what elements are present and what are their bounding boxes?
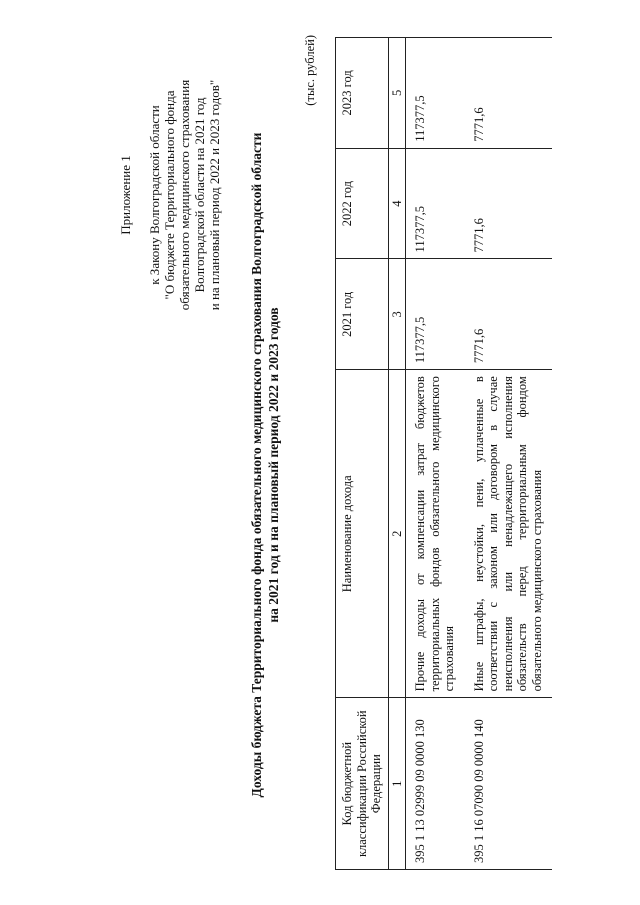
amount-2022-cell: 117377,5 — [406, 148, 465, 259]
income-name-cell: Прочие доходы от компенсации затрат бюджетов территориальных фондов обязательного медицинского страхования — [406, 370, 465, 698]
title-line: на 2021 год и на плановый период 2022 и 2023 годов — [266, 307, 281, 623]
column-number: 1 — [388, 698, 406, 870]
table-row — [406, 38, 465, 870]
column-number: 4 — [388, 148, 406, 259]
appendix-block — [118, 5, 222, 385]
appendix-line: к Закону Волгоградской области — [147, 105, 162, 285]
header-year-2021: 2021 год — [336, 259, 389, 370]
amount-2023-cell: 117377,5 — [406, 38, 465, 149]
title-line: Доходы бюджета Территориального фонда обязательного медицинского страхования Волгоградской области — [249, 132, 264, 798]
column-number: 3 — [388, 259, 406, 370]
appendix-label: Приложение 1 — [118, 155, 133, 235]
budget-code-cell: 395 1 13 02999 09 0000 130 — [406, 698, 465, 870]
appendix-line: Волгоградской области на 2021 год — [192, 97, 207, 293]
amount-2021-cell: 117377,5 — [406, 259, 465, 370]
units-note: (тыс. рублей) — [303, 35, 317, 106]
amount-2022-cell: 7771,6 — [465, 148, 553, 259]
header-year-2023: 2023 год — [336, 38, 389, 149]
document-title — [248, 85, 282, 845]
header-income-name: Наименование дохода — [336, 370, 389, 698]
income-table — [335, 37, 552, 870]
column-number-row — [388, 38, 406, 870]
appendix-line: "О бюджете Территориального фонда — [162, 90, 177, 300]
appendix-line: обязательного медицинского страхования — [177, 79, 192, 311]
table-header-row — [336, 38, 389, 870]
column-number: 2 — [388, 370, 406, 698]
income-name-cell: Иные штрафы, неустойки, пени, уплаченные в соответствии с законом или договором в случае неисполнения или ненадлежащего исполнения обязательств перед территориальным фондом обязательного медицинского страхования — [465, 370, 553, 698]
amount-2023-cell: 7771,6 — [465, 38, 553, 149]
column-number: 5 — [388, 38, 406, 149]
appendix-line: и на плановый период 2022 и 2023 годов" — [207, 79, 222, 311]
header-year-2022: 2022 год — [336, 148, 389, 259]
amount-2021-cell: 7771,6 — [465, 259, 553, 370]
budget-code-cell: 395 1 16 07090 09 0000 140 — [465, 698, 553, 870]
header-budget-code: Код бюджетной классификации Российской Федерации — [336, 698, 389, 870]
table-row — [465, 38, 553, 870]
